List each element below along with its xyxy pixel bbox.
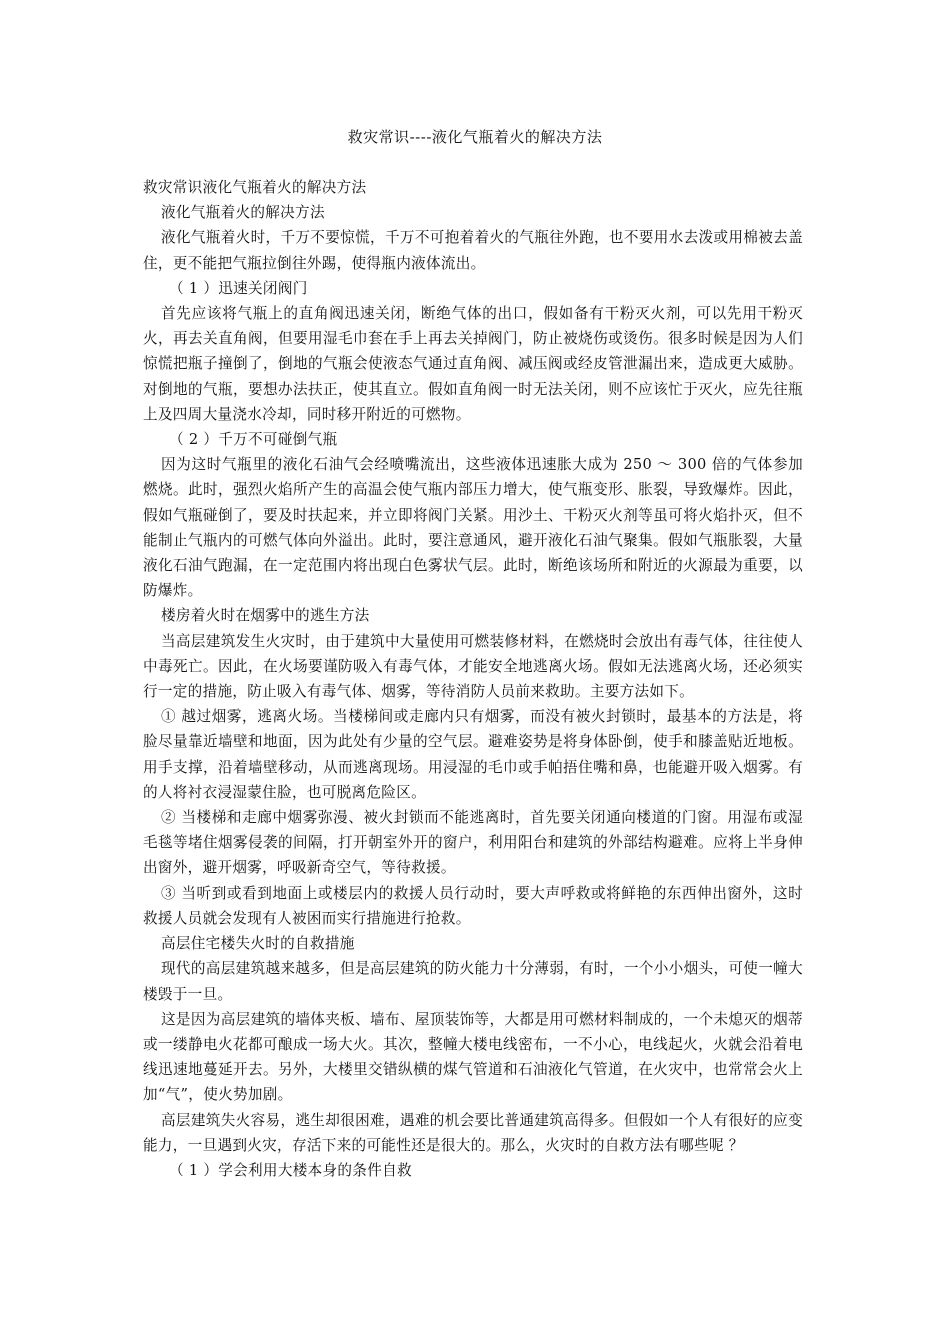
paragraph: 救灾常识液化气瓶着火的解决方法 [143,179,367,196]
paragraph: 这是因为高层建筑的墙体夹板、墙布、屋顶装饰等，大都是用可燃材料制成的，一个未熄灭的烟蒂或一缕静电火花都可酿成一场大火。其次，整幢大楼电线密布，一不小心，电线起火，火就会沿着电线迅速地蔓延开去。另外，大楼里交错纵横的煤气管道和石油液化气管道，在火灾中，也常常会火上加“气”，使火势加剧。 [143,1010,803,1104]
paragraph: 因为这时气瓶里的液化石油气会经喷嘴流出，这些液体迅速胀大成为 250 ～ 300 倍的气体参加燃烧。此时，强烈火焰所产生的高温会使气瓶内部压力增大，使气瓶变形、胀裂，导致爆炸。因此，假如气瓶碰倒了，要及时扶起来，并立即将阀门关紧。用沙土、干粉灭火剂等虽可将火焰扑灭，但不能制止气瓶内的可燃气体向外溢出。此时，要注意通风，避开液化石油气聚集。假如气瓶胀裂，大量液化石油气跑漏，在一定范围内将出现白色雾状气层。此时，断绝该场所和附近的火源最为重要，以防爆炸。 [143,456,803,600]
document-title: 救灾常识----液化气瓶着火的解决方法 [347,128,603,146]
paragraph: （ 2 ）千万不可碰倒气瓶 [169,431,338,449]
paragraph: ② 当楼梯和走廊中烟雾弥漫、被火封锁而不能逃离时，首先要关闭通向楼道的门窗。用湿布或湿毛毯等堵住烟雾侵袭的间隔，打开朝室外开的窗户，利用阳台和建筑的外部结构避难。应将上半身伸出窗外，避开烟雾，呼吸新奇空气，等待救援。 [143,809,803,877]
paragraph: （ 1 ）学会利用大楼本身的条件自救 [169,1161,412,1179]
paragraph: 液化气瓶着火时，千万不要惊慌，千万不可抱着着火的气瓶往外跑，也不要用水去泼或用棉被去盖住，更不能把气瓶拉倒往外踢，使得瓶内液体流出。 [143,229,803,272]
paragraph: 首先应该将气瓶上的直角阀迅速关闭，断绝气体的出口，假如备有干粉灭火剂，可以先用干粉灭火，再去关直角阀，但要用湿毛巾套在手上再去关掉阀门，防止被烧伤或烫伤。很多时候是因为人们惊慌把瓶子撞倒了，倒地的气瓶会使液态气通过直角阀、减压阀或经皮管泄漏出来，造成更大威胁。对倒地的气瓶，要想办法扶正，使其直立。假如直角阀一时无法关闭，则不应该忙于灭火，应先往瓶上及四周大量浇水冷却，同时移开附近的可燃物。 [143,305,803,423]
paragraph: 楼房着火时在烟雾中的逃生方法 [161,607,370,625]
paragraph: 高层住宅楼失火时的自救措施 [161,935,355,953]
paragraph: （ 1 ）迅速关闭阀门 [169,279,308,297]
paragraph: 现代的高层建筑越来越多，但是高层建筑的防火能力十分薄弱，有时，一个小小烟头，可使一幢大楼毁于一旦。 [143,960,803,1003]
document-body [143,175,803,1183]
paragraph: ① 越过烟雾，逃离火场。当楼梯间或走廊内只有烟雾，而没有被火封锁时，最基本的方法是，将脸尽量靠近墙壁和地面，因为此处有少量的空气层。避难姿势是将身体卧倒，使手和膝盖贴近地板。用手支撑，沿着墙壁移动，从而逃离现场。用浸湿的毛巾或手帕捂住嘴和鼻，也能避开吸入烟雾。有的人将衬衣浸湿蒙住脸，也可脱离危险区。 [143,708,803,801]
paragraph: 当高层建筑发生火灾时，由于建筑中大量使用可燃装修材料，在燃烧时会放出有毒气体，往往使人中毒死亡。因此，在火场要谨防吸入有毒气体，才能安全地逃离火场。假如无法逃离火场，还必须实行一定的措施，防止吸入有毒气体、烟雾，等待消防人员前来救助。主要方法如下。 [143,632,803,701]
paragraph: 高层建筑失火容易，逃生却很困难，遇难的机会要比普通建筑高得多。但假如一个人有很好的应变能力，一旦遇到火灾，存活下来的可能性还是很大的。那么，火灾时的自救方法有哪些呢 ？ [143,1111,803,1154]
paragraph: 液化气瓶着火的解决方法 [161,204,325,222]
paragraph: ③ 当听到或看到地面上或楼层内的救援人员行动时，要大声呼救或将鲜艳的东西伸出窗外，这时救援人员就会发现有人被困而实行措施进行抢救。 [143,884,803,927]
